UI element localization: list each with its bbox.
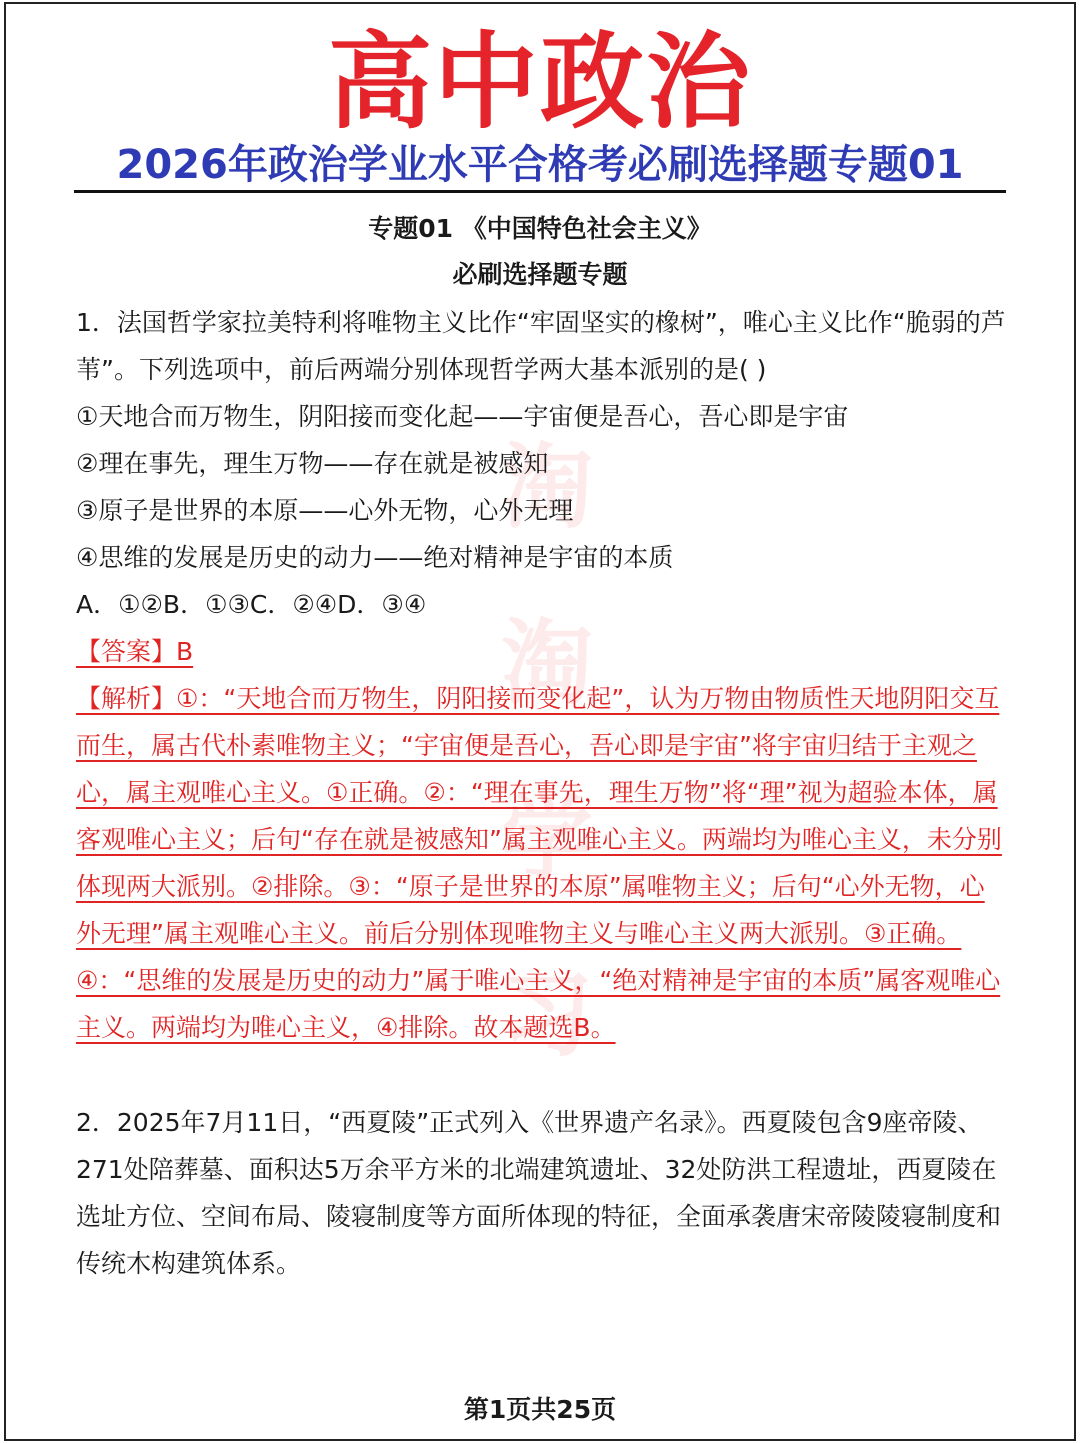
- watermark-char: 习: [500, 962, 593, 1069]
- question-1-item: ①天地合而万物生，阴阳接而变化起——宇宙便是吾心，吾心即是宇宙: [76, 402, 849, 431]
- main-title: 高中政治: [327, 21, 752, 143]
- question-1-analysis: 【解析】①：“天地合而万物生，阴阳接而变化起”，认为万物由物质性天地阴阳交互而生，属古代朴素唯物主义；“宇宙便是吾心，吾心即是宇宙”将宇宙归结于主观之心，属主观唯心主义。①正确。②：“理在事先，理生万物”将“理”视为超验本体，属客观唯心主义；后句“存在就是被感知”属主观唯心主义。两端均为唯心主义，未分别体现两大派别。②排除。③：“原子是世界的本原”属唯物主义；后句“心外无物，心外无理”属主观唯心主义。前后分别体现唯物主义与唯心主义两大派别。③正确。④：“思维的发展是历史的动力”属于唯心主义，“绝对精神是宇宙的本质”属客观唯心主义。两端均为唯心主义，④排除。故本题选B。: [76, 684, 1002, 1042]
- sub-title: 2026年政治学业水平合格考必刷选择题专题01: [116, 142, 964, 188]
- question-1-item: ③原子是世界的本原——心外无物，心外无理: [76, 496, 574, 525]
- question-1-item: ②理在事先，理生万物——存在就是被感知: [76, 449, 549, 478]
- question-spacer: [76, 1051, 1006, 1099]
- watermark-char: 淘: [500, 434, 593, 541]
- question-1-options: A．①②B．①③C．②④D．③④: [76, 590, 427, 619]
- question-content: [76, 299, 1006, 1287]
- question-1-stem: 1．法国哲学家拉美特利将唯物主义比作“牢固坚实的橡树”，唯心主义比作“脆弱的芦苇”。下列选项中，前后两端分别体现哲学两大基本派别的是( ): [76, 308, 1006, 384]
- question-2-stem: 2．2025年7月11日，“西夏陵”正式列入《世界遗产名录》。西夏陵包含9座帝陵、271处陪葬墓、面积达5万余平方米的北端建筑遗址、32处防洪工程遗址，西夏陵在选址方位、空间布局、陵寝制度等方面所体现的特征，全面承袭唐宋帝陵陵寝制度和传统木构建筑体系。: [76, 1108, 1002, 1278]
- watermark-char: 淘: [500, 610, 593, 717]
- question-1-answer: 【答案】B: [76, 637, 194, 666]
- question-1-item: ④思维的发展是历史的动力——绝对精神是宇宙的本质: [76, 543, 674, 572]
- topic-title: 专题01 《中国特色社会主义》: [368, 214, 712, 243]
- topic-subtitle: 必刷选择题专题: [452, 260, 628, 289]
- title-divider: [74, 190, 1006, 193]
- watermark-char: 学: [500, 786, 593, 893]
- page-number: 第1页共25页: [463, 1395, 617, 1424]
